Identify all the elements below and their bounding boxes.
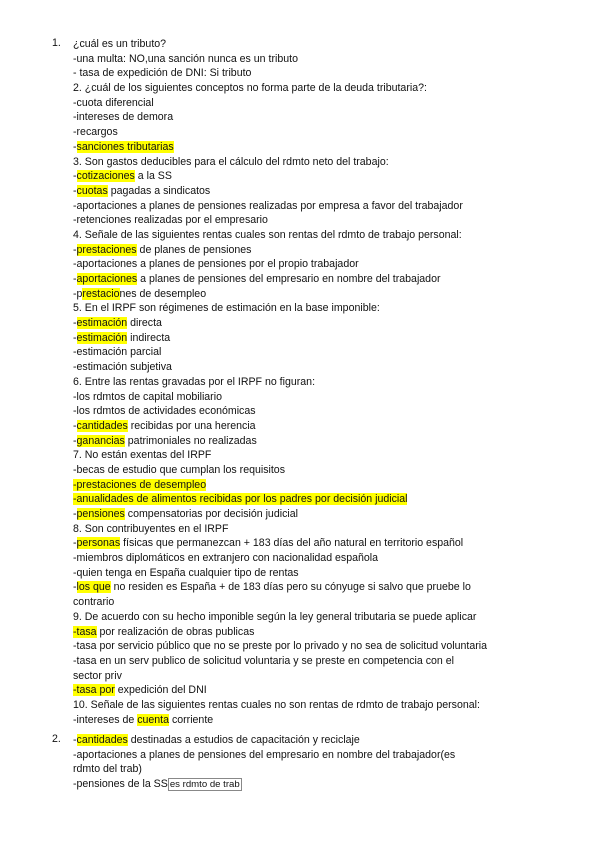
text-run: - <box>73 508 77 520</box>
text-run: por realización de obras publicas <box>96 625 255 638</box>
text-run: físicas que permanezcan + 183 días del año natural en territorio español <box>120 537 464 550</box>
text-run: contrario <box>73 596 115 609</box>
highlighted-text: cuenta <box>137 713 169 726</box>
text-line <box>73 81 583 96</box>
text-run: -estimación subjetiva <box>73 361 172 374</box>
text-line <box>73 478 583 493</box>
text-line <box>73 713 583 728</box>
text-run: -cuota diferencial <box>73 96 154 109</box>
text-run: -tasa en un serv publico de solicitud voluntaria y se preste en competencia con el <box>73 654 455 667</box>
highlighted-text: restacio <box>82 287 120 300</box>
text-run: patrimoniales no realizadas <box>124 434 257 447</box>
text-line <box>73 140 583 155</box>
text-run: 7. No están exentas del IRPF <box>73 449 212 462</box>
text-run: -recargos <box>73 126 118 139</box>
text-run: -quien tenga en España cualquier tipo de rentas <box>73 566 299 579</box>
text-run: - <box>73 537 77 550</box>
text-run: destinadas a estudios de capacitación y reciclaje <box>127 734 360 746</box>
text-run: - <box>73 317 77 330</box>
text-line <box>73 345 583 360</box>
highlighted-text: estimación <box>76 317 128 330</box>
text-line <box>73 331 583 346</box>
text-run: -becas de estudio que cumplan los requisitos <box>73 463 285 476</box>
text-line <box>73 301 583 316</box>
text-line <box>73 448 583 463</box>
highlighted-text: -anualidades de alimentos recibidas por los padres por decisión judicial <box>73 493 408 506</box>
text-run: -intereses de demora <box>73 111 174 124</box>
text-run: 4. Señale de las siguientes rentas cuales son rentas del rdmto de trabajo personal: <box>73 228 462 241</box>
text-run: -estimación parcial <box>73 346 162 359</box>
highlighted-text: pensiones <box>76 508 125 520</box>
highlighted-text: estimación <box>76 331 128 344</box>
text-run: - <box>73 734 77 746</box>
text-run: - <box>73 184 77 197</box>
comment-box: es rdmto de trab <box>169 779 240 791</box>
text-run: -aportaciones a planes de pensiones del empresario en nombre del trabajador(es <box>73 748 456 761</box>
text-line <box>73 125 583 140</box>
text-run: -aportaciones a planes de pensiones por el propio trabajador <box>73 258 359 271</box>
text-line <box>73 639 583 654</box>
highlighted-text: ganancias <box>76 434 125 447</box>
list-item-2 <box>52 733 583 792</box>
highlighted-text: cuotas <box>76 184 108 197</box>
text-line <box>73 654 583 669</box>
highlighted-text: cantidades <box>76 734 128 746</box>
text-run: - <box>73 273 77 285</box>
text-line <box>73 669 583 684</box>
text-run: -una multa: NO,una sanción nunca es un tributo <box>73 52 298 65</box>
text-run: corriente <box>169 713 214 726</box>
text-run: -aportaciones a planes de pensiones realizadas por empresa a favor del trabajador <box>73 199 463 212</box>
text-run: 5. En el IRPF son régimenes de estimación en la base imponible: <box>73 302 380 315</box>
text-line <box>73 762 583 777</box>
text-line <box>73 213 583 228</box>
text-run: no residen es España + de 183 días pero su cónyuge si salvo que pruebe lo <box>110 581 471 594</box>
text-line <box>73 257 583 272</box>
text-run: ¿cuál es un tributo? <box>73 38 167 50</box>
text-run: 9. De acuerdo con su hecho imponible según la ley general tributaria se puede aplicar <box>73 610 477 623</box>
text-run: - <box>73 419 77 432</box>
highlighted-text: los que <box>76 581 111 594</box>
text-run: - <box>73 581 77 594</box>
text-run: nes de desempleo <box>119 287 207 300</box>
text-line <box>73 683 583 698</box>
text-run: a planes de pensiones del empresario en nombre del trabajador <box>137 273 441 285</box>
text-line <box>73 169 583 184</box>
text-line <box>73 419 583 434</box>
text-run: sector priv <box>73 669 122 682</box>
text-run: 10. Señale de las siguientes rentas cuales no son rentas de rdmto de trabajo personal: <box>73 698 480 711</box>
text-line <box>73 566 583 581</box>
text-run: 6. Entre las rentas gravadas por el IRPF no figuran: <box>73 375 316 388</box>
text-run: -intereses de <box>73 713 138 726</box>
text-run: -los rdmtos de actividades económicas <box>73 405 256 418</box>
highlighted-text: personas <box>76 537 121 550</box>
text-line <box>73 536 583 551</box>
item-lines <box>73 733 583 792</box>
text-line <box>73 522 583 537</box>
text-line <box>73 316 583 331</box>
text-run: - <box>73 434 77 447</box>
text-run: - <box>73 170 77 183</box>
item-lines <box>73 37 583 727</box>
text-line <box>73 52 583 67</box>
text-run: -pensiones de la SS <box>73 778 168 791</box>
text-line <box>73 551 583 566</box>
list-number: 2. <box>52 733 61 745</box>
text-line <box>73 610 583 625</box>
text-line <box>73 287 583 302</box>
text-run: - <box>73 140 77 153</box>
highlighted-text: sanciones tributarias <box>76 140 174 153</box>
text-line <box>73 390 583 405</box>
text-run: rdmto del trab) <box>73 763 142 776</box>
text-line <box>73 733 583 748</box>
text-line <box>73 507 583 522</box>
text-line <box>73 434 583 449</box>
highlighted-text: -tasa <box>73 625 97 638</box>
text-run: indirecta <box>127 331 171 344</box>
text-run: pagadas a sindicatos <box>107 184 211 197</box>
highlighted-text: cantidades <box>76 419 128 432</box>
text-line <box>73 777 583 792</box>
text-run: directa <box>127 317 162 330</box>
text-run: -p <box>73 287 83 300</box>
text-line <box>73 463 583 478</box>
text-line <box>73 243 583 258</box>
text-line <box>73 272 583 287</box>
text-run: 2. ¿cuál de los siguientes conceptos no forma parte de la deuda tributaria?: <box>73 82 427 95</box>
text-run: expedición del DNI <box>114 684 207 697</box>
highlighted-text: -prestaciones de desempleo <box>73 478 207 491</box>
text-line <box>73 184 583 199</box>
text-line <box>73 404 583 419</box>
highlighted-text: -tasa por <box>73 684 115 697</box>
text-line <box>73 37 583 52</box>
text-line <box>73 580 583 595</box>
text-line <box>73 360 583 375</box>
text-run: a la SS <box>134 170 172 183</box>
text-line <box>73 375 583 390</box>
highlighted-text: cotizaciones <box>76 170 135 183</box>
text-line <box>73 96 583 111</box>
text-line <box>73 492 583 507</box>
text-line <box>73 748 583 763</box>
text-line <box>73 625 583 640</box>
text-line <box>73 155 583 170</box>
text-line <box>73 199 583 214</box>
highlighted-text: aportaciones <box>76 273 138 285</box>
text-line <box>73 110 583 125</box>
text-run: -miembros diplomáticos en extranjero con nacionalidad española <box>73 552 379 565</box>
text-line <box>73 66 583 81</box>
text-run: -tasa por servicio público que no se preste por lo privado y no sea de solicitud voluntaria <box>73 640 487 653</box>
text-run: -los rdmtos de capital mobiliario <box>73 390 222 403</box>
text-run: - <box>73 243 77 256</box>
text-run: recibidas por una herencia <box>127 419 256 432</box>
text-line <box>73 228 583 243</box>
text-run: 8. Son contribuyentes en el IRPF <box>73 522 229 535</box>
text-run: -retenciones realizadas por el empresario <box>73 214 268 227</box>
list-item-1 <box>52 37 583 727</box>
highlighted-text: prestaciones <box>76 243 137 256</box>
text-line <box>73 595 583 610</box>
list-number: 1. <box>52 37 61 49</box>
text-run: - tasa de expedición de DNI: Si tributo <box>73 67 252 80</box>
text-run: de planes de pensiones <box>136 243 252 256</box>
text-run: - <box>73 331 77 344</box>
text-run: compensatorias por decisión judicial <box>124 508 298 520</box>
text-line <box>73 698 583 713</box>
text-run: 3. Son gastos deducibles para el cálculo del rdmto neto del trabajo: <box>73 155 389 168</box>
